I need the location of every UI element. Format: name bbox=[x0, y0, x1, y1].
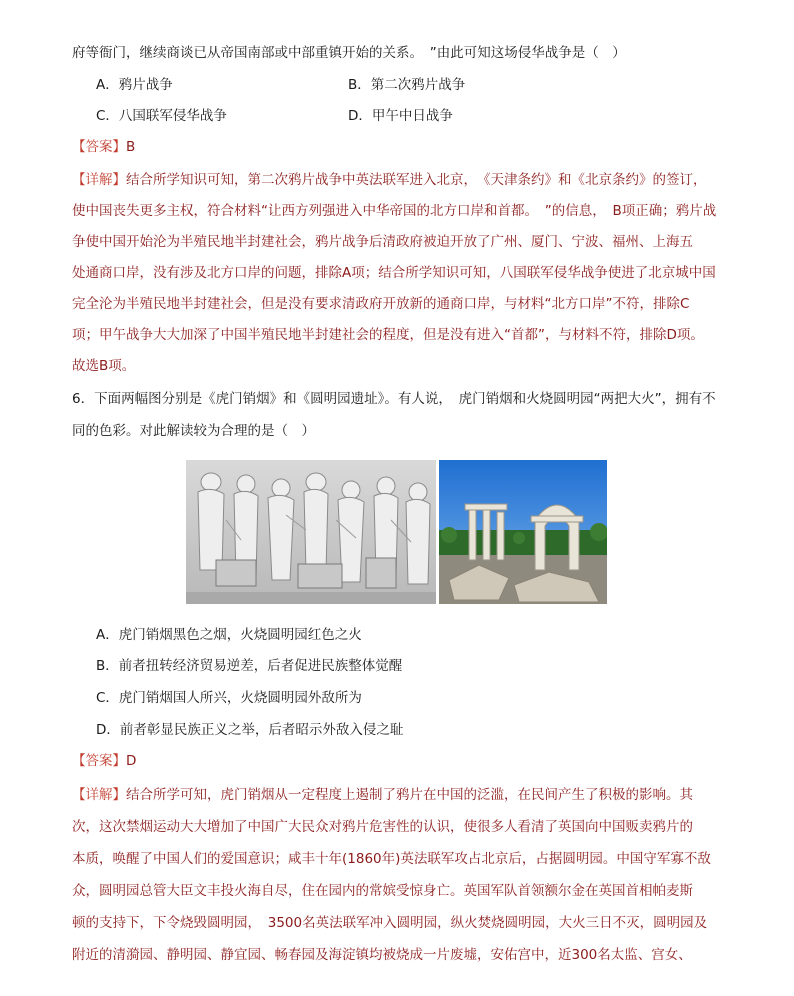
yuanmingyuan-ruins-image bbox=[439, 460, 607, 604]
q6-detail-line-1: 【详解】结合所学可知，虎门销烟从一定程度上遏制了鸦片在中国的泛滥，在民间产生了积极的影响。其 bbox=[72, 787, 693, 803]
q5-detail-line-5: 完全沦为半殖民地半封建社会，但是没有要求清政府开放新的通商口岸，与材料“北方口岸”不符，排除C bbox=[72, 296, 690, 312]
q6-option-c: C．虎门销烟国人所兴，火烧圆明园外敌所为 bbox=[96, 690, 362, 706]
q6-detail-line-2: 次，这次禁烟运动大大增加了中国广大民众对鸦片危害性的认识，使很多人看清了英国向中国贩卖鸦片的 bbox=[72, 819, 693, 835]
q6-option-a: A．虎门销烟黑色之烟，火烧圆明园红色之火 bbox=[96, 627, 362, 643]
q5-detail-tag: 【详解】 bbox=[72, 172, 126, 188]
q6-stem-line-1: 6．下面两幅图分别是《虎门销烟》和《圆明园遗址》。有人说， 虎门销烟和火烧圆明园“两把大火”，拥有不 bbox=[72, 391, 716, 407]
q5-detail-line-4: 处通商口岸，没有涉及北方口岸的问题，排除A项；结合所学知识可知，八国联军侵华战争使进了北京城中国 bbox=[72, 265, 716, 281]
q6-detail-line-4: 众，圆明园总管大臣文丰投火海自尽，住在园内的常嫔受惊身亡。英国军队首领额尔金在英国首相帕麦斯 bbox=[72, 883, 693, 899]
relief-sculpture-image bbox=[186, 460, 436, 604]
q5-answer-value: B bbox=[126, 139, 136, 155]
q5-answer bbox=[72, 136, 135, 158]
q6-option-b: B．前者扭转经济贸易逆差，后者促进民族整体觉醒 bbox=[96, 658, 403, 674]
q6-option-d: D．前者彰显民族正义之举，后者昭示外敌入侵之耻 bbox=[96, 722, 404, 738]
q5-stem-tail: 府等衙门，继续商谈已从帝国南部或中部重镇开始的关系。 ”由此可知这场侵华战争是（ ） bbox=[72, 45, 626, 61]
q6-detail-line-3: 本质，唤醒了中国人们的爱国意识；咸丰十年(1860年)英法联军攻占北京后，占据圆明园。中国守军寡不敌 bbox=[72, 851, 711, 867]
q5-answer-tag: 【答案】 bbox=[72, 139, 126, 155]
q5-option-b: B．第二次鸦片战争 bbox=[348, 77, 466, 93]
q5-detail-line-2: 使中国丧失更多主权，符合材料“让西方列强进入中华帝国的北方口岸和首都。 ”的信息， B项正确；鸦片战 bbox=[72, 203, 717, 219]
q6-detail-line-6: 附近的清漪园、静明园、静宜园、畅春园及海淀镇均被烧成一片废墟，安佑宫中，近300名太监、宫女、 bbox=[72, 947, 692, 963]
q6-detail-line-5: 顿的支持下，下令烧毁圆明园， 3500名英法联军冲入圆明园，纵火焚烧圆明园，大火三日不灭，圆明园及 bbox=[72, 915, 708, 931]
q5-option-a: A．鸦片战争 bbox=[96, 77, 173, 93]
q5-option-c: C．八国联军侵华战争 bbox=[96, 108, 227, 124]
q5-detail-line-7: 故选B项。 bbox=[72, 358, 136, 374]
q5-detail-line-3: 争使中国开始沦为半殖民地半封建社会，鸦片战争后清政府被迫开放了广州、厦门、宁波、福州、上海五 bbox=[72, 234, 693, 250]
q5-detail-line-6: 项；甲午战争大大加深了中国半殖民地半封建社会的程度，但是没有进入“首都”，与材料不符，排除D项。 bbox=[72, 327, 704, 343]
q6-detail-tag: 【详解】 bbox=[72, 787, 126, 803]
q6-answer-value: D bbox=[126, 753, 137, 769]
q6-stem-line-2: 同的色彩。对此解读较为合理的是（ ） bbox=[72, 423, 315, 439]
q5-option-d: D．甲午中日战争 bbox=[348, 108, 453, 124]
q5-detail-line-1: 【详解】结合所学知识可知，第二次鸦片战争中英法联军进入北京， 《天津条约》和《北京条约》的签订， bbox=[72, 172, 707, 188]
q6-answer-tag: 【答案】 bbox=[72, 753, 126, 769]
q6-answer bbox=[72, 750, 136, 772]
